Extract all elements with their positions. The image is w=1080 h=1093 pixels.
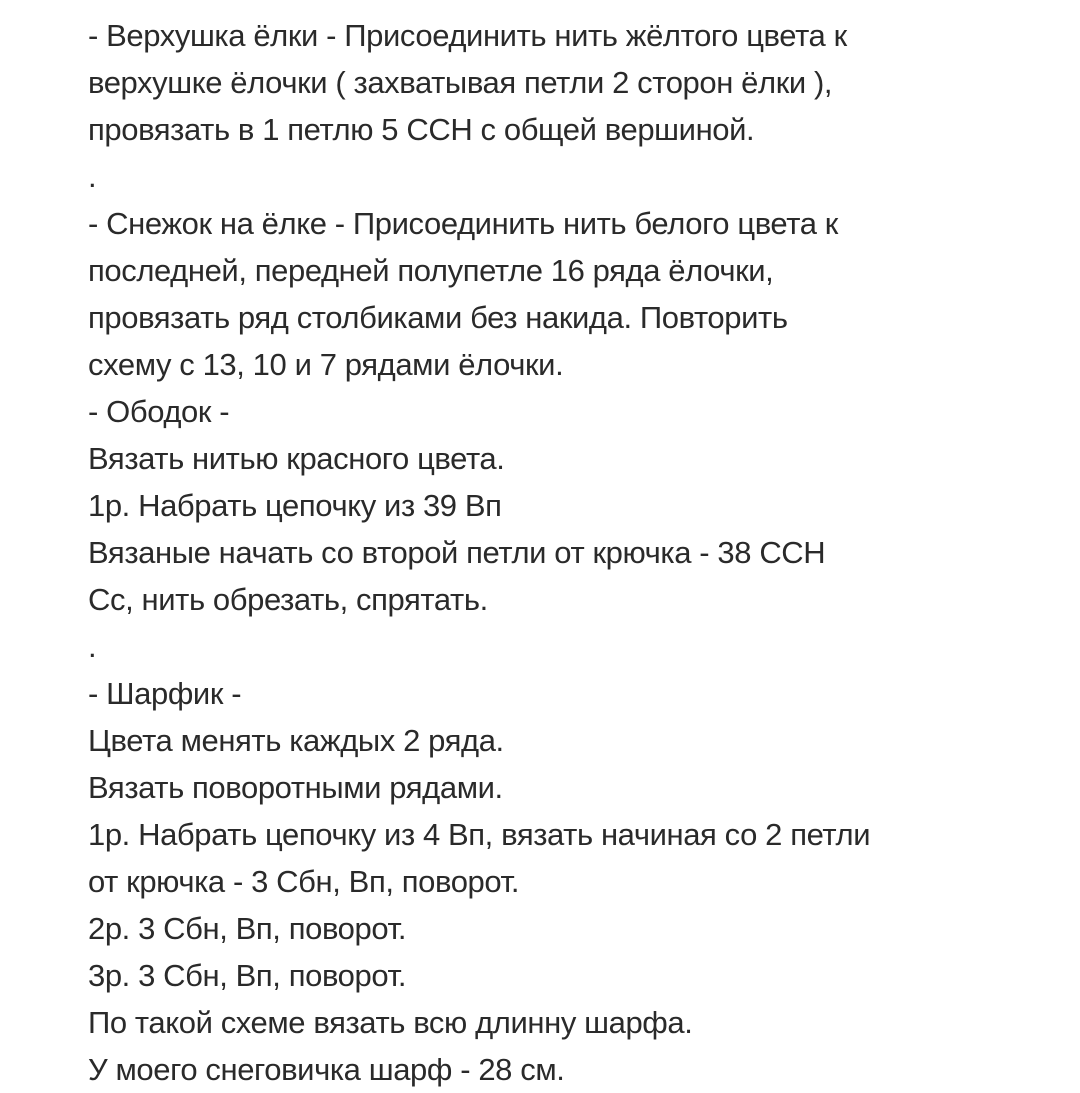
text-line: Сс, нить обрезать, спрятать. <box>88 582 488 617</box>
text-line: - Верхушка ёлки - Присоединить нить жёлтого цвета к <box>88 18 847 53</box>
text-line: Вязаные начать со второй петли от крючка - 38 ССН <box>88 535 826 570</box>
text-line: 3р. 3 Сбн, Вп, поворот. <box>88 958 407 993</box>
text-line: Вязать нитью красного цвета. <box>88 441 505 476</box>
text-line: - Ободок - <box>88 394 230 429</box>
text-line: последней, передней полупетле 16 ряда ёлочки, <box>88 253 774 288</box>
text-line: 2р. 3 Сбн, Вп, поворот. <box>88 911 407 946</box>
text-line: - Снежок на ёлке - Присоединить нить белого цвета к <box>88 206 838 241</box>
instruction-text <box>88 12 1048 1093</box>
text-line: 1р. Набрать цепочку из 4 Вп, вязать начиная со 2 петли <box>88 817 871 852</box>
text-line: провязать в 1 петлю 5 ССН с общей вершиной. <box>88 112 755 147</box>
text-line: схему с 13, 10 и 7 рядами ёлочки. <box>88 347 564 382</box>
text-line: Цвета менять каждых 2 ряда. <box>88 723 504 758</box>
text-line: - Шарфик - <box>88 676 242 711</box>
text-line: от крючка - 3 Сбн, Вп, поворот. <box>88 864 520 899</box>
text-line: 1р. Набрать цепочку из 39 Вп <box>88 488 502 523</box>
text-line: . <box>88 159 97 194</box>
text-line: верхушке ёлочки ( захватывая петли 2 сторон ёлки ), <box>88 65 833 100</box>
text-line: Вязать поворотными рядами. <box>88 770 503 805</box>
text-line: У моего снеговичка шарф - 28 см. <box>88 1052 565 1087</box>
text-line: провязать ряд столбиками без накида. Повторить <box>88 300 788 335</box>
text-line: . <box>88 629 97 664</box>
text-line: По такой схеме вязать всю длинну шарфа. <box>88 1005 693 1040</box>
